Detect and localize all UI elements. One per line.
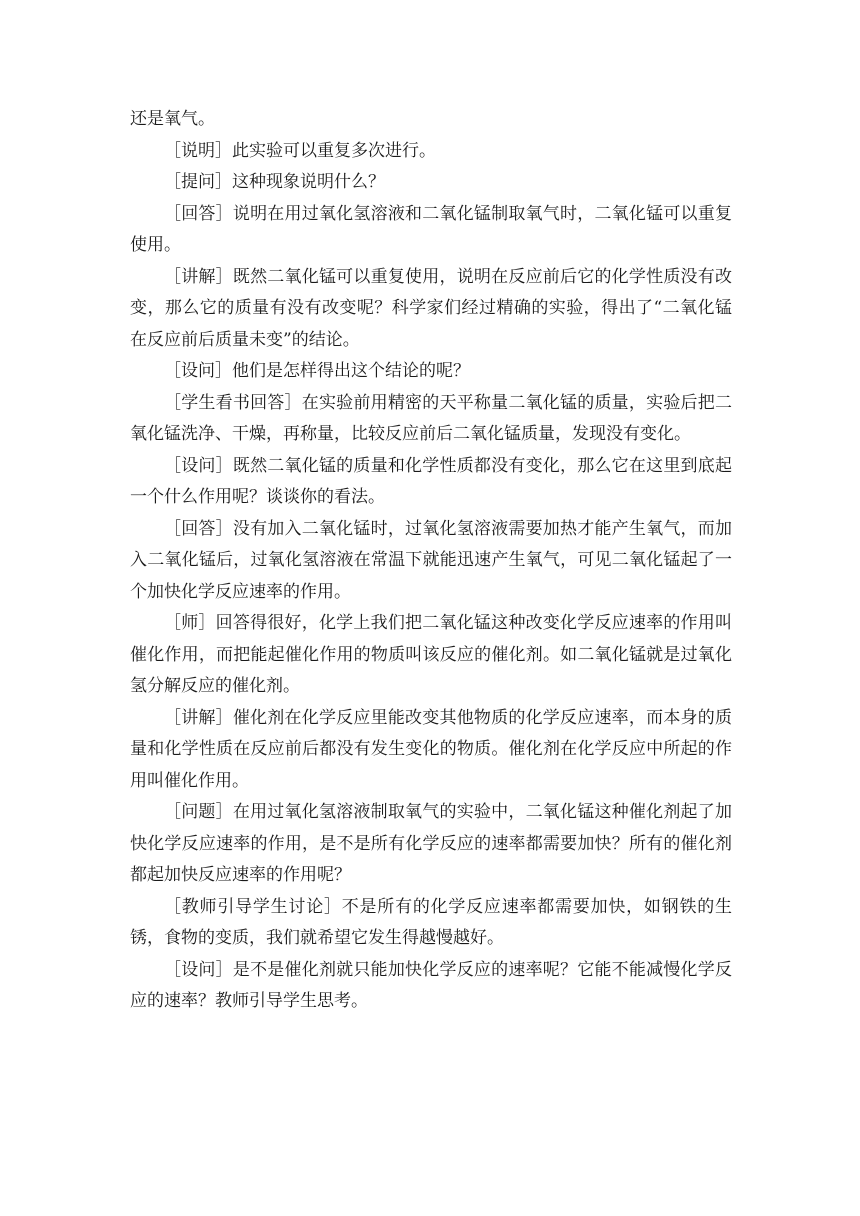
paragraph-lecture: ［讲解］既然二氧化锰可以重复使用，说明在反应前后它的化学性质没有改变，那么它的质量有没有改变呢？科学家们经过精确的实验，得出了“二氧化锰在反应前后质量未变”的结论。: [130, 266, 732, 350]
paragraph-answer: ［回答］说明在用过氧化氢溶液和二氧化锰制取氧气时，二氧化锰可以重复使用。: [130, 203, 732, 255]
paragraph-lecture-2: ［讲解］催化剂在化学反应里能改变其他物质的化学反应速率，而本身的质量和化学性质在反应前后都没有发生变化的物质。催化剂在化学反应中所起的作用叫催化作用。: [130, 707, 732, 791]
document-body: [130, 104, 732, 1018]
paragraph-rhetorical-question-2: ［设问］既然二氧化锰的质量和化学性质都没有变化，那么它在这里到底起一个什么作用呢？谈谈你的看法。: [130, 455, 732, 507]
paragraph-question: ［提问］这种现象说明什么？: [164, 172, 385, 192]
paragraph-problem: ［问题］在用过氧化氢溶液制取氧气的实验中，二氧化锰这种催化剂起了加快化学反应速率的作用，是不是所有化学反应的速率都需要加快？所有的催化剂都起加快反应速率的作用呢？: [130, 802, 732, 885]
paragraph-rhetorical-question: ［设问］他们是怎样得出这个结论的呢？: [164, 361, 470, 381]
paragraph-answer-2: ［回答］没有加入二氧化锰时，过氧化氢溶液需要加热才能产生氧气，而加入二氧化锰后，过氧化氢溶液在常温下就能迅速产生氧气，可见二氧化锰起了一个加快化学反应速率的作用。: [130, 518, 732, 602]
paragraph-student-answer: ［学生看书回答］在实验前用精密的天平称量二氧化锰的质量，实验后把二氧化锰洗净、干燥，再称量，比较反应前后二氧化锰质量，发现没有变化。: [130, 392, 732, 444]
paragraph-discussion: ［教师引导学生讨论］不是所有的化学反应速率都需要加快，如钢铁的生锈，食物的变质，我们就希望它发生得越慢越好。: [130, 896, 732, 948]
paragraph-continuation: 还是氧气。: [130, 109, 215, 129]
paragraph-explanation-note: ［说明］此实验可以重复多次进行。: [164, 140, 436, 161]
paragraph-rhetorical-question-3: ［设问］是不是催化剂就只能加快化学反应的速率呢？它能不能减慢化学反应的速率？教师引导学生思考。: [130, 959, 732, 1011]
paragraph-teacher: ［师］回答得很好，化学上我们把二氧化锰这种改变化学反应速率的作用叫催化作用，而把能起催化作用的物质叫该反应的催化剂。如二氧化锰就是过氧化氢分解反应的催化剂。: [130, 613, 732, 696]
